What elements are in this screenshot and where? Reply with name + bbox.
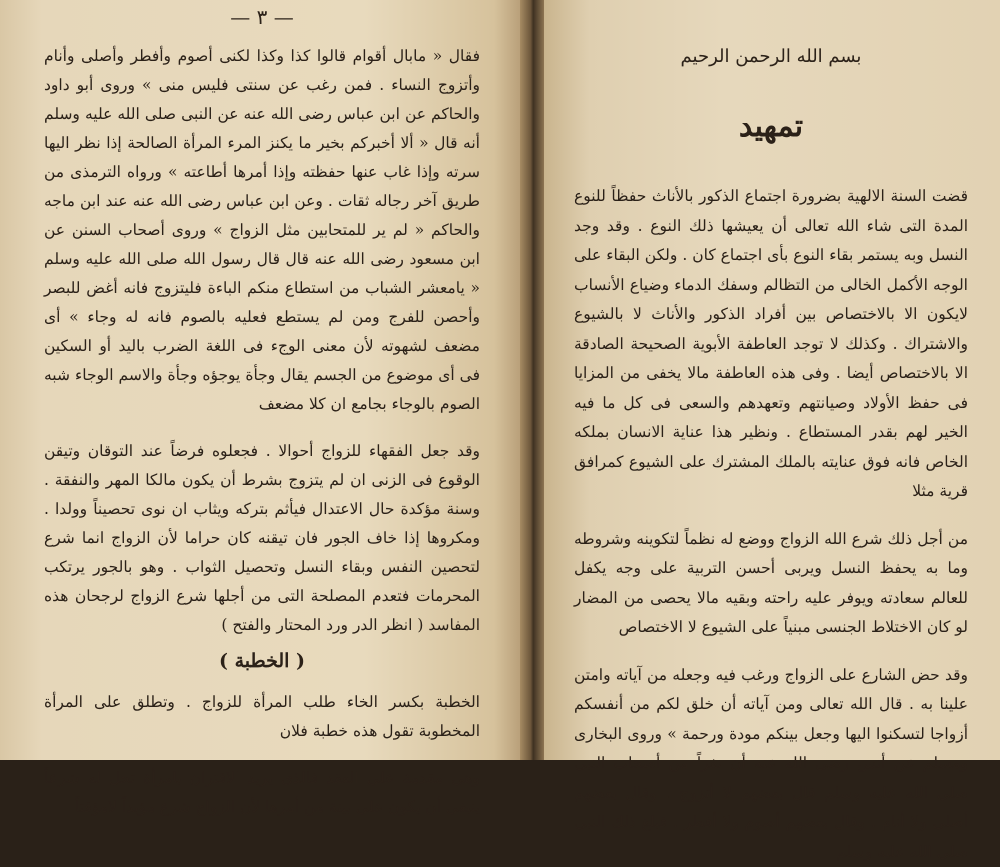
paragraph: من أجل ذلك شرع الله الزواج ووضع له نظماً لتكوينه وشروطه وما به يحفظ النسل ويربى أحسن التربية على وجه يكفل للعالم سعادته ويوفر عليه راحته وبقيه مالا يحصى من المضار لو كان الاختلاط الجنسى مبنياً على الشيوع لا الاختصاص [574, 525, 968, 643]
paragraph: الخطبة بكسر الخاء طلب المرأة للزواج . وتطلق على المرأة المخطوبة تقول هذه خطبة فلان [44, 688, 480, 746]
basmala: بسم الله الرحمن الرحيم [574, 46, 968, 67]
book-gutter [520, 0, 544, 760]
page-number: — ٣ — [44, 6, 480, 28]
paragraph-gap [574, 643, 968, 661]
paragraph: قضت السنة الالهية بضرورة اجتماع الذكور بالأناث حفظاً للنوع المدة التى شاء الله تعالى أن يعيشها ذلك النوع . وقد وجد النسل وبه يستمر بقاء النوع بأى اجتماع كان . ولكن البقاء على الوجه الأكمل الخالى من التظالم وسفك الدماء وضياع الأنساب لايكون الا بالاختصاص بين أفراد الذكور والأناث لا بالشيوع والاشتراك . وكذلك لا توجد العاطفة الأبوية الصحيحة الصادقة الا بالاختصاص أيضا . وفى هذه العاطفة مالا يخفى من المزايا فى حفظ الأولاد وصيانتهم وتعهدهم والسعى فى كل ما فيه الخير لهم بقدر المستطاع . ونظير هذا عناية الانسان بملكه الخاص فانه فوق عنايته بالملك المشترك على الشيوع كمرافق قرية مثلا [574, 182, 968, 507]
paragraph-gap [44, 746, 480, 764]
paragraph: وقد حض الشارع على الزواج ورغب فيه وجعله من آياته وامتن علينا به . قال الله تعالى ومن آياته أن خلق لكم من أنفسكم أزواجا لتسكنوا اليها وجعل بينكم مودة ورحمة » وروى البخارى ومسلم عن أنس رضى الله عنه أن نفراً من أصحاب النبى صلى الله عليه وسلم قال بعضهم لا أتزوج . وقال بعضهم أصلى ولا أنام . وقال بعضهم أصوم ولا أفطر . فبلغ ذلك النبى صلى الله عليه وسلم [574, 661, 968, 867]
paragraph-gap [574, 507, 968, 525]
page-title: تمهيد [574, 109, 968, 144]
section-heading: ( الخطبة ) [44, 650, 480, 672]
left-page [0, 0, 520, 760]
paragraph: وقد جعل الفقهاء للزواج أحوالا . فجعلوه فرضاً عند التوقان وتيقن الوقوع فى الزنى ان لم يتزوج بشرط أن يكون مالكا المهر والنفقة . وسنة مؤكدة حال الاعتدال فيأثم بتركه ويثاب ان نوى تحصيناً وولدا . ومكروها إذا خاف الجور فان تيقنه كان حراما لأن الزواج انما شرع لتحصين النفس وبقاء النسل وتحصيل الثواب . وهو بالجور يرتكب المحرمات فتعدم المصلحة التى من أجلها شرع الزواج لرجحان هذه المفاسد ( انظر الدر ورد المحتار والفتح ) [44, 437, 480, 640]
paragraph: فقال « مابال أقوام قالوا كذا وكذا لكنى أصوم وأفطر وأصلى وأنام وأتزوج النساء . فمن رغب عن سنتى فليس منى » وروى أبو داود والحاكم عن ابن عباس رضى الله عنه عن النبى صلى الله عليه وسلم أنه قال « ألا أخبركم بخير ما يكنز المرء المرأة الصالحة إذا نظر اليها سرته وإذا غاب عنها حفظته وإذا أمرها أطاعته » ورواه الترمذى من طريق آخر رجاله ثقات . وعن ابن عباس رضى الله عنه عند ابن ماجه والحاكم « لم ير للمتحابين مثل الزواج » وروى أصحاب السنن عن ابن مسعود رضى الله عنه قال قال رسول الله صلى الله عليه وسلم « يامعشر الشباب من استطاع منكم الباءة فليتزوج فانه أغض للبصر وأحصن للفرج ومن لم يستطع فعليه بالصوم فانه له وجاء » أى مضعف لشهوته لأن معنى الوجء فى اللغة الضرب باليد أو السكين فى أى موضوع من الجسم يقال وجأة يوجؤه وجأة والاسم الوجاء شبه الصوم بالوجاء بجامع ان كلا مضعف [44, 42, 480, 419]
right-page [544, 0, 1000, 760]
paragraph: وهى مقدمة على العقد فالذى يريد الاقتران بامرأة تحل له شرعاً ينبغى أن يكون على بينة من أمرها لأن الزواج شرع مؤبداً لامؤقتاً [44, 764, 480, 822]
paragraph-gap [44, 419, 480, 437]
